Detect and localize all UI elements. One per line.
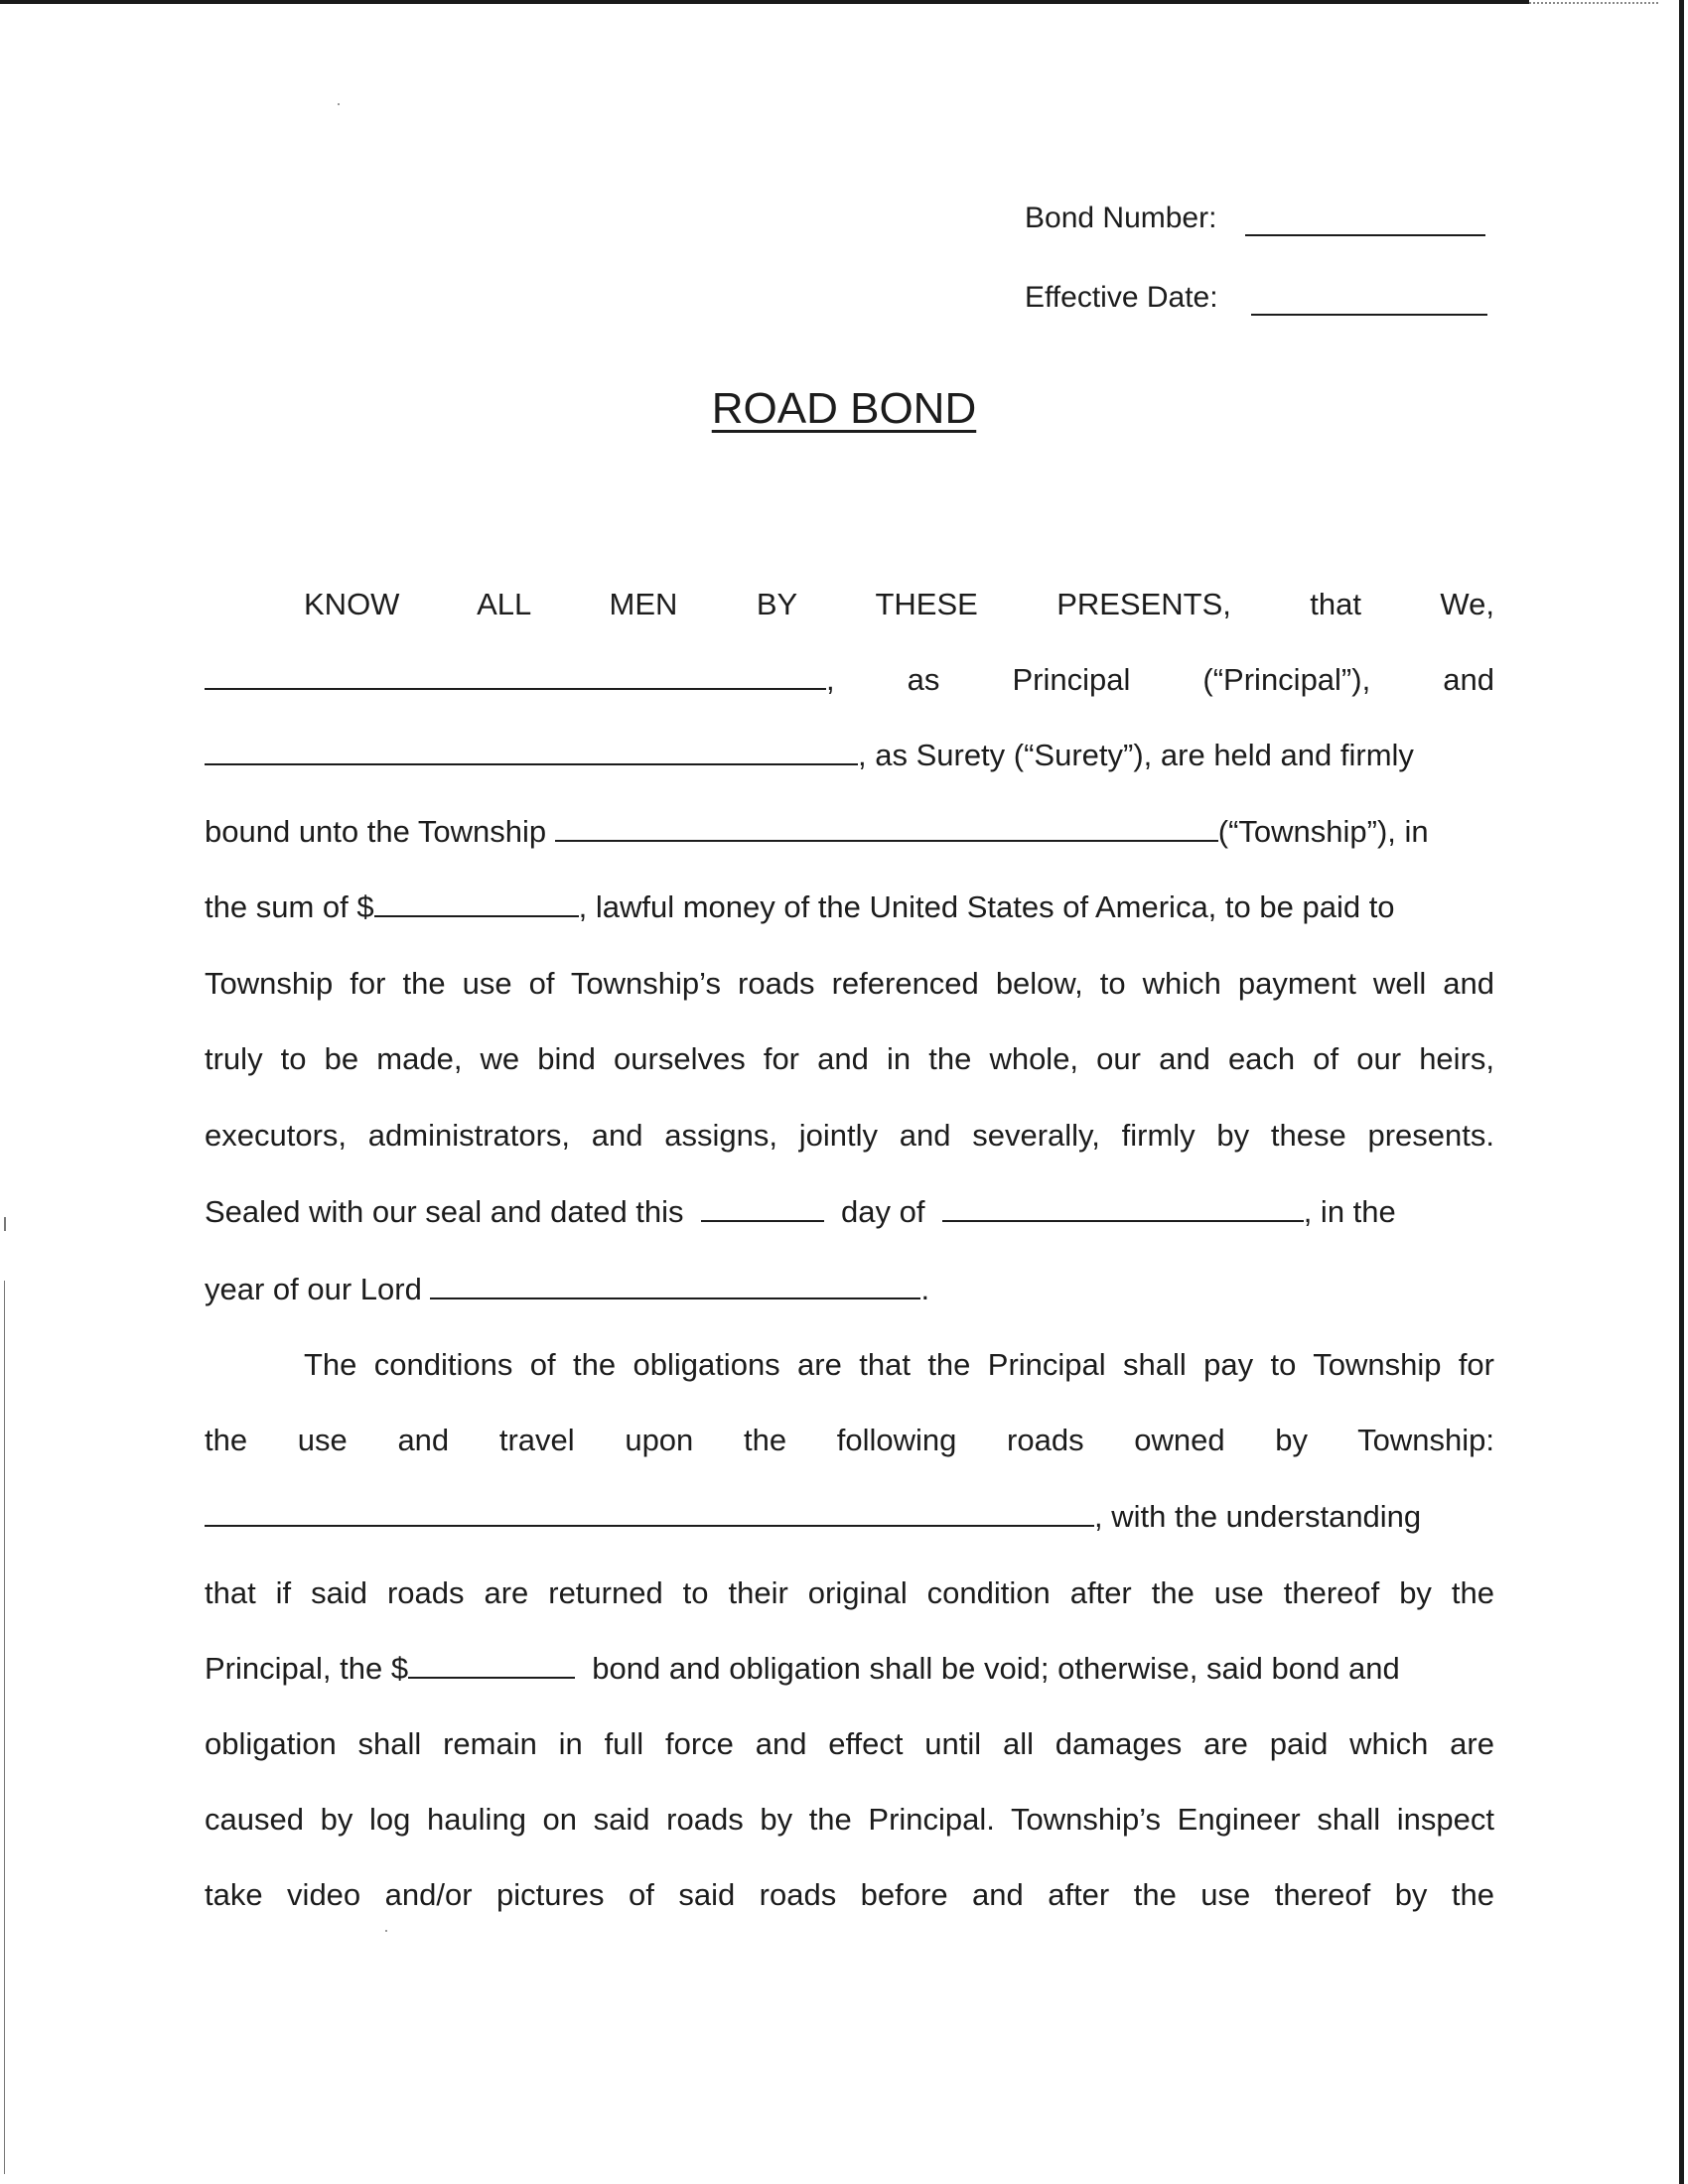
bond-sum-field[interactable] xyxy=(374,886,579,917)
body-line-17: caused by log hauling on said roads by the Principal. Township’s Engineer shall inspect xyxy=(205,1802,1494,1837)
body-line-13: , with the understanding xyxy=(205,1494,1494,1540)
effective-date-field[interactable] xyxy=(1251,314,1487,316)
body-line-18: take video and/or pictures of said roads before and after the use thereof by the xyxy=(205,1877,1494,1912)
body-line-12: the use and travel upon the following roads owned by Township: xyxy=(205,1423,1494,1457)
month-field[interactable] xyxy=(942,1190,1304,1222)
scan-dot xyxy=(338,103,340,105)
body-line-1: KNOW ALL MEN BY THESE PRESENTS, that We, xyxy=(304,587,1494,621)
bond-number-field[interactable] xyxy=(1245,234,1485,236)
scan-border-top xyxy=(0,0,1529,4)
bond-number-label: Bond Number: xyxy=(1025,202,1217,234)
day-field[interactable] xyxy=(701,1190,824,1222)
body-line-16: obligation shall remain in full force and effect until all damages are paid which are xyxy=(205,1726,1494,1761)
body-line-11: The conditions of the obligations are that the Principal shall pay to Township for xyxy=(304,1347,1494,1382)
body-line-7: truly to be made, we bind ourselves for and in the whole, our and each of our heirs, xyxy=(205,1041,1494,1076)
scan-mark-left xyxy=(4,1217,6,1231)
body-line-5: the sum of $ , lawful money of the United States of America, to be paid to xyxy=(205,885,1494,930)
township-name-field[interactable] xyxy=(555,810,1218,842)
body-line-9: Sealed with our seal and dated this day of , in the xyxy=(205,1189,1494,1235)
year-field[interactable] xyxy=(430,1268,920,1299)
body-line-4: bound unto the Township (“Township”), in xyxy=(205,809,1494,855)
body-line-3: , as Surety (“Surety”), are held and firmly xyxy=(205,733,1494,778)
scan-border-right xyxy=(1679,0,1684,2184)
document-title: ROAD BOND xyxy=(711,384,977,433)
scan-border-top-faint xyxy=(1529,2,1658,5)
body-line-14: that if said roads are returned to their original condition after the use thereof by the xyxy=(205,1575,1494,1610)
effective-date-label: Effective Date: xyxy=(1025,281,1218,314)
body-line-6: Township for the use of Township’s roads referenced below, to which payment well and xyxy=(205,966,1494,1001)
surety-name-field[interactable] xyxy=(205,734,858,765)
body-line-8: executors, administrators, and assigns, jointly and severally, firmly by these presents. xyxy=(205,1118,1494,1153)
body-line-2: , as Principal (“Principal”), and xyxy=(205,657,1494,703)
roads-field[interactable] xyxy=(205,1495,1094,1527)
principal-name-field[interactable] xyxy=(205,658,826,690)
scan-dot xyxy=(385,1930,387,1932)
body-line-15: Principal, the $ bond and obligation shall be void; otherwise, said bond and xyxy=(205,1646,1494,1692)
body-line-10: year of our Lord . xyxy=(205,1267,1494,1312)
bond-amount-field[interactable] xyxy=(408,1647,575,1679)
scan-mark-left-long xyxy=(4,1281,5,2174)
